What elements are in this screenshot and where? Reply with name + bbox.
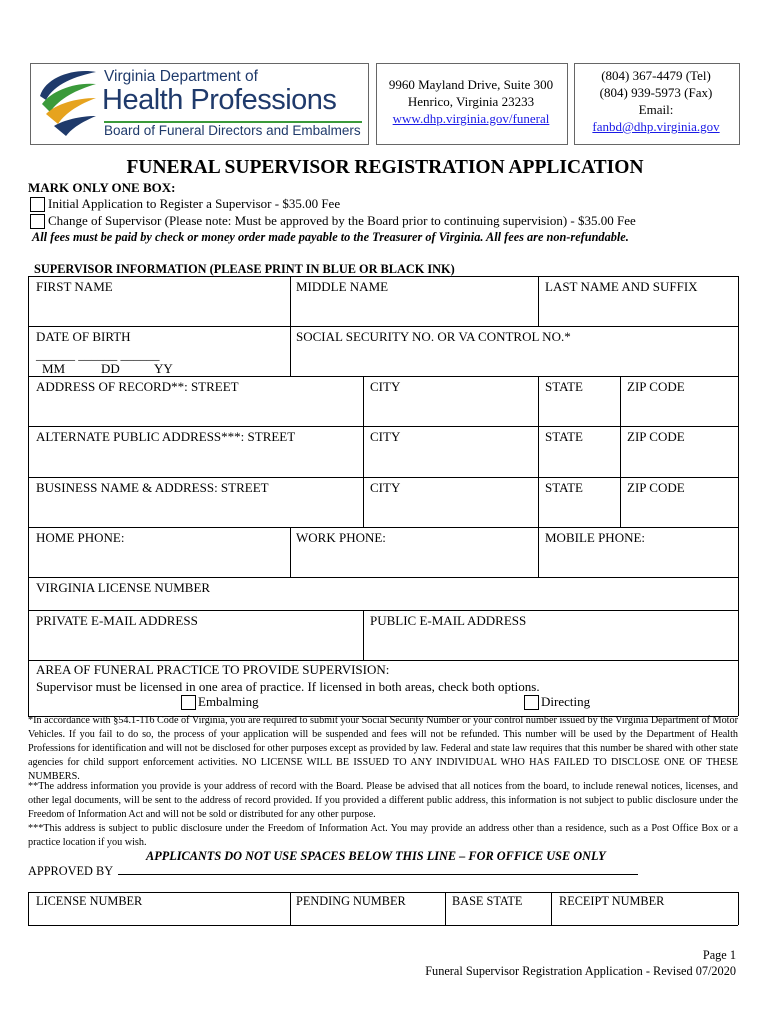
fees-note: All fees must be paid by check or money order made payable to the Treasurer of Virginia. All fees are non-refundable.: [32, 230, 629, 244]
license-number-label: VIRGINIA LICENSE NUMBER: [36, 580, 211, 595]
board-tel: (804) 367-4479 (Tel): [601, 68, 711, 83]
board-website-link[interactable]: www.dhp.virginia.gov/funeral: [392, 111, 550, 126]
office-receipt-number-label: RECEIPT NUMBER: [559, 894, 665, 908]
approved-by-label: APPROVED BY: [28, 864, 114, 878]
address-record-state-label: STATE: [545, 379, 583, 394]
alt-address-city-label: CITY: [370, 429, 401, 444]
ssn-label: SOCIAL SECURITY NO. OR VA CONTROL NO.*: [296, 329, 571, 344]
board-email-link[interactable]: fanbd@dhp.virginia.gov: [592, 119, 720, 134]
form-title: FUNERAL SUPERVISOR REGISTRATION APPLICATION: [126, 157, 644, 178]
agency-name: Health Professions: [102, 84, 337, 116]
board-name: Board of Funeral Directors and Embalmers: [104, 123, 361, 138]
business-state-label: STATE: [545, 480, 583, 495]
office-base-state-label: BASE STATE: [452, 894, 523, 908]
practice-area-note: Supervisor must be licensed in one area of practice. If licensed in both areas, check both options.: [36, 679, 540, 694]
agency-line-1: Virginia Department of: [104, 68, 258, 85]
alt-address-state-label: STATE: [545, 429, 583, 444]
work-phone-label: WORK PHONE:: [296, 530, 386, 545]
office-use-heading: APPLICANTS DO NOT USE SPACES BELOW THIS LINE – FOR OFFICE USE ONLY: [146, 849, 606, 863]
directing-checkbox[interactable]: [524, 695, 539, 710]
embalming-checkbox[interactable]: [181, 695, 196, 710]
change-supervisor-checkbox[interactable]: [30, 214, 45, 229]
practice-area-label: AREA OF FUNERAL PRACTICE TO PROVIDE SUPERVISION:: [36, 662, 390, 677]
initial-application-label: Initial Application to Register a Supervisor - $35.00 Fee: [48, 196, 341, 211]
dob-dd-label: DD: [101, 361, 120, 376]
mobile-phone-label: MOBILE PHONE:: [545, 530, 646, 545]
initial-application-checkbox[interactable]: [30, 197, 45, 212]
address-record-zip-label: ZIP CODE: [627, 379, 685, 394]
business-zip-label: ZIP CODE: [627, 480, 685, 495]
mark-one-instruction: MARK ONLY ONE BOX:: [28, 180, 176, 195]
change-supervisor-label: Change of Supervisor (Please note: Must be approved by the Board prior to continuing supervision) - $35.00 Fee: [48, 213, 636, 228]
dob-mm-label: MM: [42, 361, 66, 376]
board-fax: (804) 939-5973 (Fax): [599, 85, 713, 100]
footnote-ssn: *In accordance with §54.1-116 Code of Virginia, you are required to submit your Social Security Number or your control number issued by the Virginia Department of Motor Vehicles. If you fail to do so, the process of your application will be suspended and fees will not be refunded. This number will be used by the Department of Health Professions for identification and will not be disclosed for other purposes except as provided by law. Federal and state law requires that this number be shared with other state agencies for child support enforcement activities. NO LICENSE WILL BE ISSUED TO ANY INDIVIDUAL WHO HAS FAILED TO DISCLOSE ONE OF THESE NUMBERS.: [28, 715, 738, 782]
private-email-label: PRIVATE E-MAIL ADDRESS: [36, 613, 198, 628]
approved-by-line: [118, 874, 638, 875]
board-address-line-2: Henrico, Virginia 23233: [407, 94, 535, 109]
page-number: Page 1: [702, 948, 736, 962]
public-email-label: PUBLIC E-MAIL ADDRESS: [370, 613, 527, 628]
board-email-label: Email:: [638, 102, 674, 117]
dob-label: DATE OF BIRTH: [36, 329, 131, 344]
dhp-logo-icon: [36, 66, 100, 138]
office-pending-number-label: PENDING NUMBER: [296, 894, 406, 908]
address-record-city-label: CITY: [370, 379, 401, 394]
alt-address-label: ALTERNATE PUBLIC ADDRESS***: STREET: [36, 429, 296, 444]
embalming-label: Embalming: [198, 694, 259, 709]
dob-yy-label: YY: [154, 361, 173, 376]
footnote-public-address: ***This address is subject to public disclosure under the Freedom of Information Act. You may provide an address other than a residence, such as a Post Office Box or a practice location if you wish.: [28, 823, 738, 848]
address-record-label: ADDRESS OF RECORD**: STREET: [36, 379, 239, 394]
middle-name-label: MIDDLE NAME: [296, 279, 389, 294]
directing-label: Directing: [541, 694, 591, 709]
office-license-number-label: LICENSE NUMBER: [36, 894, 143, 908]
business-city-label: CITY: [370, 480, 401, 495]
footnote-address-of-record: **The address information you provide is your address of record with the Board. Please be advised that all notices from the board, to include renewal notices, licenses, and other legal documents, will be sent to the address of record provided. If you provided a different public address, this information is not subject to public disclosure under the Freedom of Information Act and will not be sold or distributed for any other purpose.: [28, 781, 738, 820]
board-address-line-1: 9960 Mayland Drive, Suite 300: [388, 77, 554, 92]
last-name-label: LAST NAME AND SUFFIX: [545, 279, 698, 294]
dob-blanks: ______ ______ ______: [36, 347, 160, 362]
section-title: SUPERVISOR INFORMATION (PLEASE PRINT IN BLUE OR BLACK INK): [34, 262, 455, 276]
home-phone-label: HOME PHONE:: [36, 530, 125, 545]
alt-address-zip-label: ZIP CODE: [627, 429, 685, 444]
form-revision: Funeral Supervisor Registration Application - Revised 07/2020: [425, 964, 736, 978]
business-address-label: BUSINESS NAME & ADDRESS: STREET: [36, 480, 269, 495]
first-name-label: FIRST NAME: [36, 279, 113, 294]
